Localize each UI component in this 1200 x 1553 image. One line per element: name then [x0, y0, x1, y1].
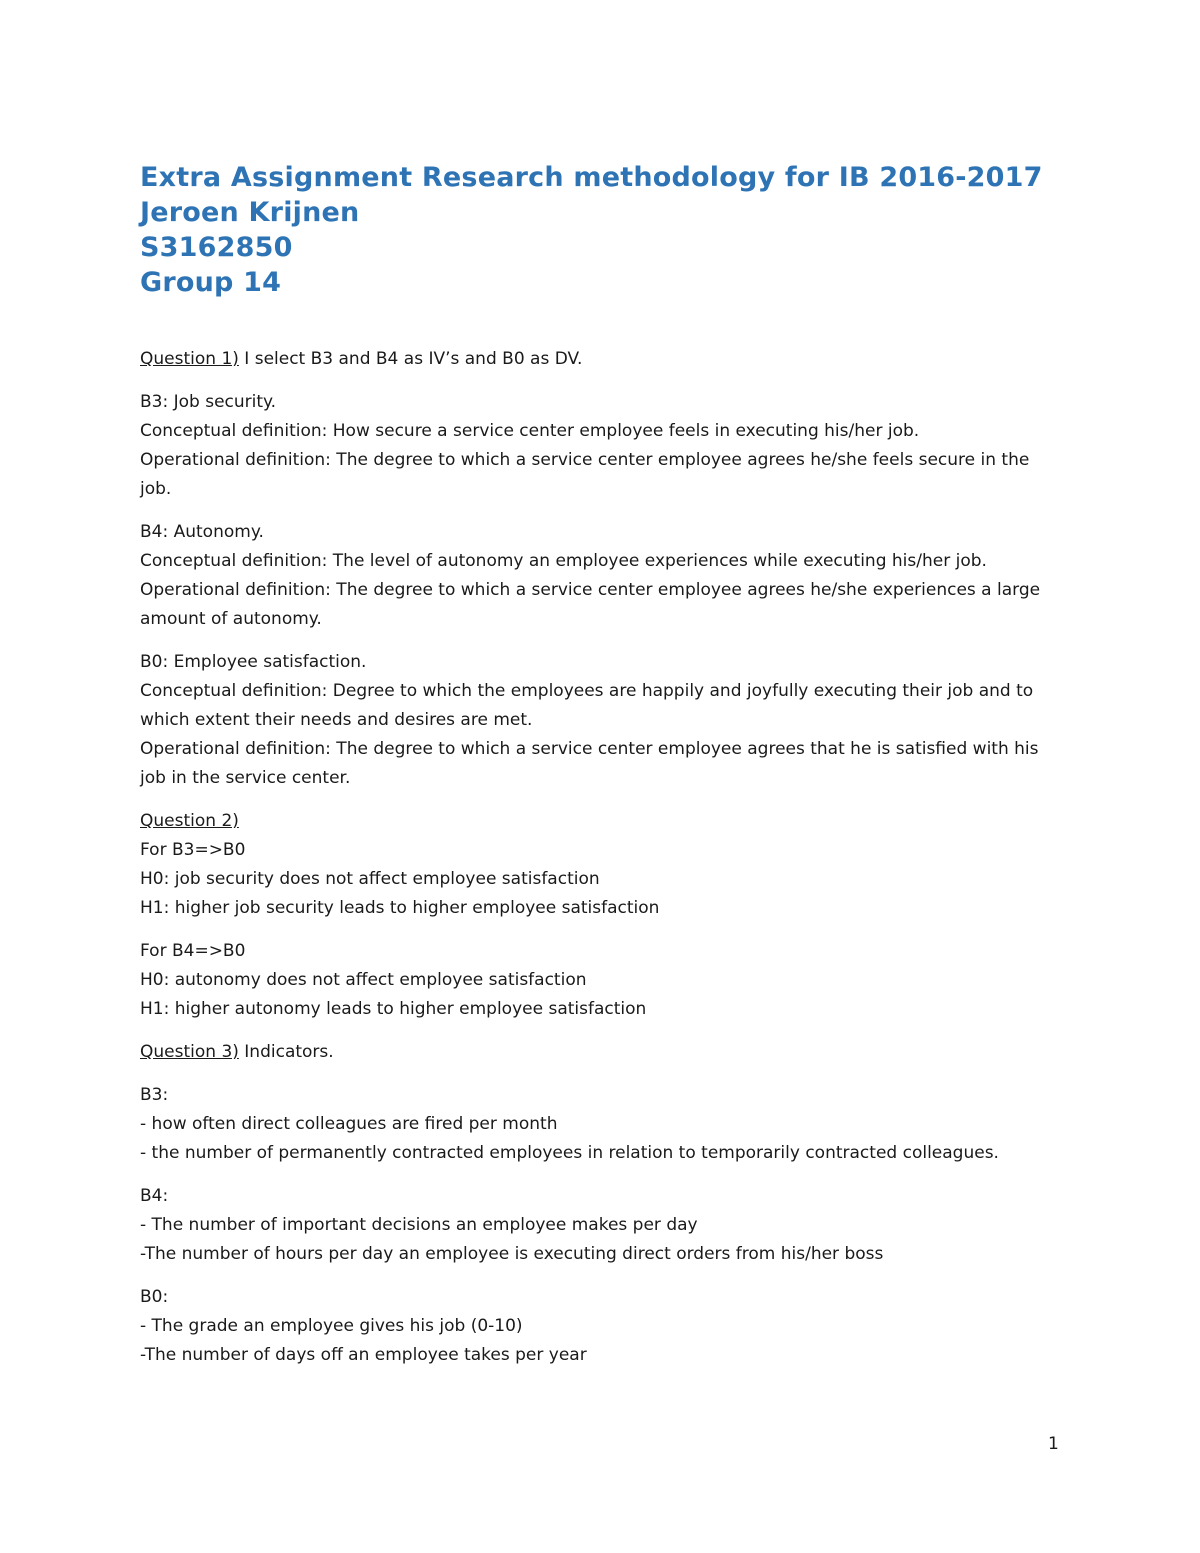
hypothesis-set-2-h0: H0: autonomy does not affect employee satisfaction — [140, 970, 587, 990]
indicators-b0 — [140, 1283, 1060, 1370]
page-number: 1 — [1048, 1434, 1059, 1454]
question-2-section — [140, 807, 1060, 923]
question-3-intro — [140, 1038, 1060, 1067]
list-item: -The number of hours per day an employee is executing direct orders from his/her boss — [140, 1244, 884, 1264]
question-3-text: Indicators. — [238, 1042, 334, 1062]
conceptual-label: Conceptual definition: — [140, 681, 328, 701]
operational-text: The degree to which a service center employee agrees he/she experiences a large amount of autonomy. — [140, 580, 1041, 629]
conceptual-text: Degree to which the employees are happily and joyfully executing their job and to which extent their needs and desires are met. — [140, 681, 1034, 730]
question-2-heading-text: Question 2) — [140, 811, 239, 831]
indicators-b0-label: B0: — [140, 1287, 169, 1307]
hypothesis-set-1-h0: H0: job security does not affect employee satisfaction — [140, 869, 600, 889]
indicators-b4 — [140, 1182, 1060, 1269]
question-3-heading: Question 3) — [140, 1042, 239, 1062]
group-number: Group 14 — [140, 267, 282, 298]
indicators-b3-label: B3: — [140, 1085, 169, 1105]
variable-b4-name: B4: Autonomy. — [140, 522, 264, 542]
conceptual-text: The level of autonomy an employee experiences while executing his/her job. — [327, 551, 987, 571]
list-item: - The grade an employee gives his job (0-10) — [140, 1316, 523, 1336]
hypothesis-set-1-label: For B3=>B0 — [140, 840, 246, 860]
list-item: - how often direct colleagues are fired per month — [140, 1114, 558, 1134]
variable-b4-section — [140, 518, 1060, 634]
operational-text: The degree to which a service center employee agrees that he is satisfied with his job in the service center. — [140, 739, 1039, 788]
question-1-text: I select B3 and B4 as IV’s and B0 as DV. — [238, 349, 583, 369]
question-3-section — [140, 1038, 1060, 1067]
indicators-b3 — [140, 1081, 1060, 1168]
hypothesis-set-2-label: For B4=>B0 — [140, 941, 246, 961]
variable-b0-operational — [140, 735, 1060, 793]
variable-b0-section — [140, 648, 1060, 793]
variable-b3-name: B3: Job security. — [140, 392, 277, 412]
student-number: S3162850 — [140, 232, 293, 263]
hypothesis-set-2-h1: H1: higher autonomy leads to higher employee satisfaction — [140, 999, 647, 1019]
list-item: - the number of permanently contracted employees in relation to temporarily contracted colleagues. — [140, 1143, 999, 1163]
list-item: -The number of days off an employee takes per year — [140, 1345, 587, 1365]
operational-text: The degree to which a service center employee agrees he/she feels secure in the job. — [140, 450, 1030, 499]
conceptual-label: Conceptual definition: — [140, 421, 328, 441]
operational-label: Operational definition: — [140, 739, 331, 759]
author-name: Jeroen Krijnen — [140, 197, 360, 228]
hypothesis-set-1-h1: H1: higher job security leads to higher employee satisfaction — [140, 898, 660, 918]
indicators-b4-label: B4: — [140, 1186, 169, 1206]
variable-b3-conceptual — [140, 417, 1060, 446]
hypothesis-set-2 — [140, 937, 1060, 1024]
variable-b3-section — [140, 388, 1060, 504]
document-body — [140, 345, 1060, 1370]
document-page — [140, 160, 1060, 1370]
question-1-heading: Question 1) — [140, 349, 239, 369]
list-item: - The number of important decisions an employee makes per day — [140, 1215, 698, 1235]
operational-label: Operational definition: — [140, 580, 331, 600]
question-1-intro — [140, 345, 1060, 374]
question-2-heading — [140, 807, 1060, 836]
variable-b0-name: B0: Employee satisfaction. — [140, 652, 367, 672]
conceptual-label: Conceptual definition: — [140, 551, 328, 571]
variable-b0-conceptual — [140, 677, 1060, 735]
document-title: Extra Assignment Research methodology for IB 2016-2017 — [140, 162, 1043, 193]
variable-b4-conceptual — [140, 547, 1060, 576]
variable-b3-operational — [140, 446, 1060, 504]
operational-label: Operational definition: — [140, 450, 331, 470]
conceptual-text: How secure a service center employee feels in executing his/her job. — [327, 421, 920, 441]
document-title-block — [140, 160, 1060, 300]
variable-b4-operational — [140, 576, 1060, 634]
